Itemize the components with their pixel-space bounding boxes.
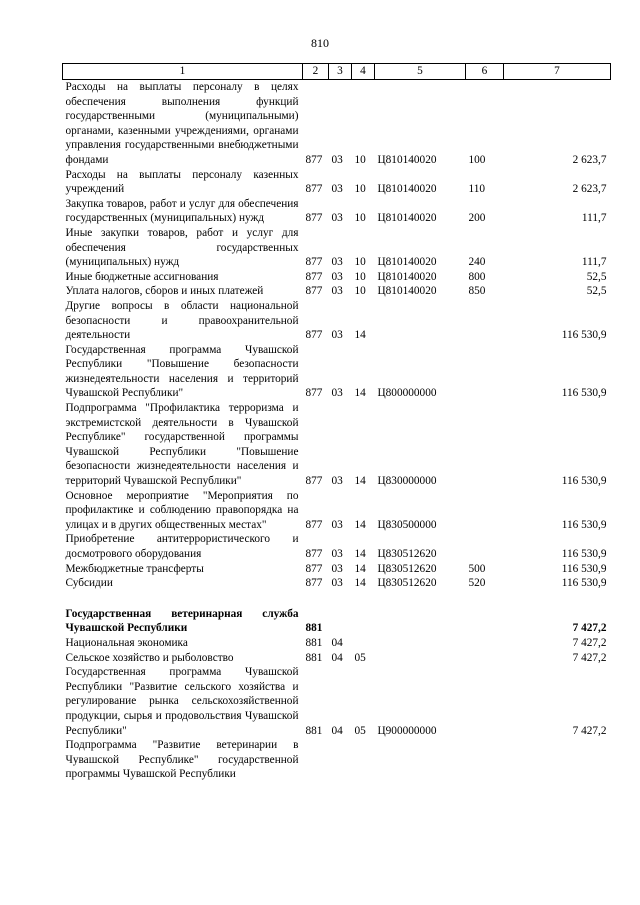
row-ministry-code: 877 bbox=[305, 577, 323, 590]
row-amount: 7 427,2 bbox=[572, 651, 607, 664]
row-expense-type: 110 bbox=[468, 183, 486, 196]
row-ministry-code: 877 bbox=[305, 548, 323, 560]
row-subsection-code: 10 bbox=[354, 153, 366, 166]
spacer-row bbox=[63, 591, 611, 607]
row-subsection-code: 14 bbox=[354, 387, 366, 400]
row-target-code bbox=[375, 299, 466, 343]
row-amount: 7 427,2 bbox=[572, 622, 607, 635]
row-name: Государственная программа Чувашской Республики "Повышение безопасности жизнедеятельности населения и территорий Чувашской Республики" bbox=[65, 343, 299, 400]
row-expense-type bbox=[466, 607, 504, 636]
row-amount: 116 530,9 bbox=[561, 329, 607, 342]
row-subsection-code: 05 bbox=[354, 724, 366, 737]
row-subsection-code bbox=[352, 607, 375, 636]
row-ministry-code: 877 bbox=[305, 256, 323, 269]
table-row bbox=[63, 284, 611, 299]
row-ministry-code: 881 bbox=[305, 651, 323, 664]
row-expense-type bbox=[466, 401, 504, 489]
row-target-code bbox=[375, 738, 466, 782]
row-ministry-code: 877 bbox=[305, 285, 323, 298]
row-name: Приобретение антитеррористического и досмотрового оборудования bbox=[65, 533, 299, 560]
table-row bbox=[63, 80, 611, 168]
row-expense-type bbox=[466, 636, 504, 651]
budget-table bbox=[62, 63, 611, 782]
row-amount: 116 530,9 bbox=[561, 562, 607, 575]
row-ministry-code: 877 bbox=[305, 562, 323, 575]
table-row bbox=[63, 197, 611, 226]
row-expense-type: 500 bbox=[468, 562, 486, 575]
row-expense-type bbox=[466, 299, 504, 343]
row-subsection-code: 14 bbox=[354, 548, 366, 560]
row-ministry-code: 877 bbox=[305, 212, 323, 225]
row-name: Расходы на выплаты персоналу казенных учреждений bbox=[65, 168, 299, 196]
row-subsection-code: 14 bbox=[354, 577, 366, 590]
row-name: Национальная экономика bbox=[65, 636, 188, 649]
row-ministry-code bbox=[303, 738, 329, 782]
column-header: 4 bbox=[352, 64, 375, 80]
row-target-code: Ц810140020 bbox=[377, 153, 437, 166]
row-expense-type bbox=[466, 738, 504, 782]
row-section-code: 03 bbox=[331, 183, 343, 196]
row-amount: 116 530,9 bbox=[561, 577, 607, 590]
row-ministry-code: 877 bbox=[305, 329, 323, 342]
row-section-code bbox=[329, 607, 352, 636]
table-row bbox=[63, 532, 611, 561]
table-row bbox=[63, 576, 611, 591]
row-section-code: 04 bbox=[331, 636, 343, 649]
row-subsection-code: 10 bbox=[354, 256, 366, 269]
row-expense-type bbox=[466, 651, 504, 666]
table-row bbox=[63, 299, 611, 343]
row-target-code: Ц830500000 bbox=[377, 518, 437, 531]
row-amount: 52,5 bbox=[586, 285, 607, 298]
row-ministry-code: 881 bbox=[305, 636, 323, 649]
row-section-code: 03 bbox=[331, 475, 343, 488]
row-expense-type bbox=[466, 665, 504, 738]
row-amount: 2 623,7 bbox=[572, 153, 607, 166]
row-target-code: Ц830512620 bbox=[377, 562, 437, 575]
row-section-code: 03 bbox=[331, 329, 343, 342]
table-row bbox=[63, 562, 611, 577]
row-name: Расходы на выплаты персоналу в целях обеспечения выполнения функций государственными (муниципальными) органами, казенными учреждениями, органами управления государственными внебюджетными фондами bbox=[65, 81, 299, 166]
column-header: 6 bbox=[466, 64, 504, 80]
row-section-code: 03 bbox=[331, 153, 343, 166]
row-name: Иные закупки товаров, работ и услуг для обеспечения государственных (муниципальных) нужд bbox=[65, 226, 299, 269]
row-subsection-code: 14 bbox=[354, 329, 366, 342]
row-section-code: 03 bbox=[331, 212, 343, 225]
table-row bbox=[63, 343, 611, 401]
row-amount: 52,5 bbox=[586, 270, 607, 283]
row-section-code: 04 bbox=[331, 651, 343, 664]
row-section-code: 03 bbox=[331, 285, 343, 298]
row-ministry-code: 877 bbox=[305, 270, 323, 283]
row-amount bbox=[504, 738, 611, 782]
row-amount: 116 530,9 bbox=[561, 548, 607, 560]
row-target-code bbox=[375, 607, 466, 636]
column-header: 3 bbox=[329, 64, 352, 80]
row-ministry-code: 877 bbox=[305, 518, 323, 531]
table-row bbox=[63, 226, 611, 270]
table-row bbox=[63, 270, 611, 285]
row-subsection-code: 14 bbox=[354, 475, 366, 488]
table-row bbox=[63, 651, 611, 666]
table-row bbox=[63, 607, 611, 636]
row-subsection-code: 05 bbox=[354, 651, 366, 664]
row-target-code bbox=[375, 651, 466, 666]
row-name: Другие вопросы в области национальной безопасности и правоохранительной деятельности bbox=[65, 299, 299, 342]
row-amount: 7 427,2 bbox=[572, 724, 607, 737]
row-subsection-code bbox=[352, 636, 375, 651]
row-ministry-code: 877 bbox=[305, 153, 323, 166]
row-target-code: Ц830000000 bbox=[377, 475, 437, 488]
row-subsection-code bbox=[352, 738, 375, 782]
row-section-code: 03 bbox=[331, 562, 343, 575]
table-header-row bbox=[63, 64, 611, 80]
row-subsection-code: 14 bbox=[354, 518, 366, 531]
row-name: Межбюджетные трансферты bbox=[65, 562, 204, 575]
table-row bbox=[63, 738, 611, 782]
row-expense-type bbox=[466, 343, 504, 401]
column-header: 7 bbox=[504, 64, 611, 80]
row-subsection-code: 14 bbox=[354, 562, 366, 575]
row-name: Государственная ветеринарная служба Чувашской Республики bbox=[65, 607, 299, 635]
row-section-code: 03 bbox=[331, 256, 343, 269]
row-expense-type: 850 bbox=[468, 285, 486, 298]
row-target-code: Ц810140020 bbox=[377, 270, 437, 283]
row-expense-type bbox=[466, 532, 504, 561]
row-name: Уплата налогов, сборов и иных платежей bbox=[65, 285, 264, 298]
table-row bbox=[63, 401, 611, 489]
row-subsection-code: 10 bbox=[354, 183, 366, 196]
row-ministry-code: 877 bbox=[305, 183, 323, 196]
row-target-code: Ц830512620 bbox=[377, 548, 437, 560]
row-target-code: Ц810140020 bbox=[377, 183, 437, 196]
table-row bbox=[63, 489, 611, 533]
row-amount: 116 530,9 bbox=[561, 387, 607, 400]
row-amount: 7 427,2 bbox=[572, 636, 607, 649]
column-header: 1 bbox=[63, 64, 303, 80]
row-expense-type: 800 bbox=[468, 270, 486, 283]
row-name: Сельское хозяйство и рыболовство bbox=[65, 651, 234, 664]
row-subsection-code: 10 bbox=[354, 212, 366, 225]
table-row bbox=[63, 636, 611, 651]
table-row bbox=[63, 665, 611, 738]
row-name: Основное мероприятие "Мероприятия по профилактике и соблюдению правопорядка на улицах и в других общественных местах" bbox=[65, 489, 299, 531]
row-name: Иные бюджетные ассигнования bbox=[65, 270, 219, 283]
row-name: Подпрограмма "Профилактика терроризма и экстремистской деятельности в Чувашской Республике" государственной программы Чувашской Республики "Повышение безопасности жизнедеятельности населения и территорий Чувашской Республики" bbox=[65, 402, 299, 488]
row-subsection-code: 10 bbox=[354, 285, 366, 298]
row-ministry-code: 877 bbox=[305, 475, 323, 488]
row-amount: 111,7 bbox=[581, 212, 607, 225]
row-subsection-code: 10 bbox=[354, 270, 366, 283]
row-section-code: 03 bbox=[331, 270, 343, 283]
row-section-code: 04 bbox=[331, 724, 343, 737]
row-section-code: 03 bbox=[331, 387, 343, 400]
row-target-code: Ц810140020 bbox=[377, 285, 437, 298]
row-target-code: Ц900000000 bbox=[377, 724, 437, 737]
table-row bbox=[63, 168, 611, 197]
row-name: Закупка товаров, работ и услуг для обеспечения государственных (муниципальных) нужд bbox=[65, 197, 299, 225]
row-expense-type: 240 bbox=[468, 256, 486, 269]
row-ministry-code: 877 bbox=[305, 387, 323, 400]
row-section-code: 03 bbox=[331, 548, 343, 560]
row-amount: 2 623,7 bbox=[572, 183, 607, 196]
row-target-code: Ц800000000 bbox=[377, 387, 437, 400]
row-name: Государственная программа Чувашской Республики "Развитие сельского хозяйства и регулирование рынка сельскохозяйственной продукции, сырья и продовольствия Чувашской Республики" bbox=[65, 666, 299, 737]
row-section-code: 03 bbox=[331, 577, 343, 590]
row-section-code: 03 bbox=[331, 518, 343, 531]
row-expense-type: 520 bbox=[468, 577, 486, 590]
row-target-code: Ц810140020 bbox=[377, 212, 437, 225]
row-name: Субсидии bbox=[65, 577, 113, 590]
column-header: 2 bbox=[303, 64, 329, 80]
row-amount: 116 530,9 bbox=[561, 475, 607, 488]
row-target-code: Ц830512620 bbox=[377, 577, 437, 590]
page-number: 810 bbox=[311, 36, 329, 50]
column-header: 5 bbox=[375, 64, 466, 80]
row-ministry-code: 881 bbox=[305, 724, 323, 737]
row-ministry-code: 881 bbox=[305, 622, 323, 635]
row-target-code bbox=[375, 636, 466, 651]
row-amount: 116 530,9 bbox=[561, 518, 607, 531]
row-section-code bbox=[329, 738, 352, 782]
row-amount: 111,7 bbox=[581, 256, 607, 269]
row-expense-type bbox=[466, 489, 504, 533]
row-expense-type: 100 bbox=[468, 153, 486, 166]
row-name: Подпрограмма "Развитие ветеринарии в Чувашской Республике" государственной программы Чувашской Республики bbox=[65, 739, 299, 781]
row-target-code: Ц810140020 bbox=[377, 256, 437, 269]
row-expense-type: 200 bbox=[468, 212, 486, 225]
